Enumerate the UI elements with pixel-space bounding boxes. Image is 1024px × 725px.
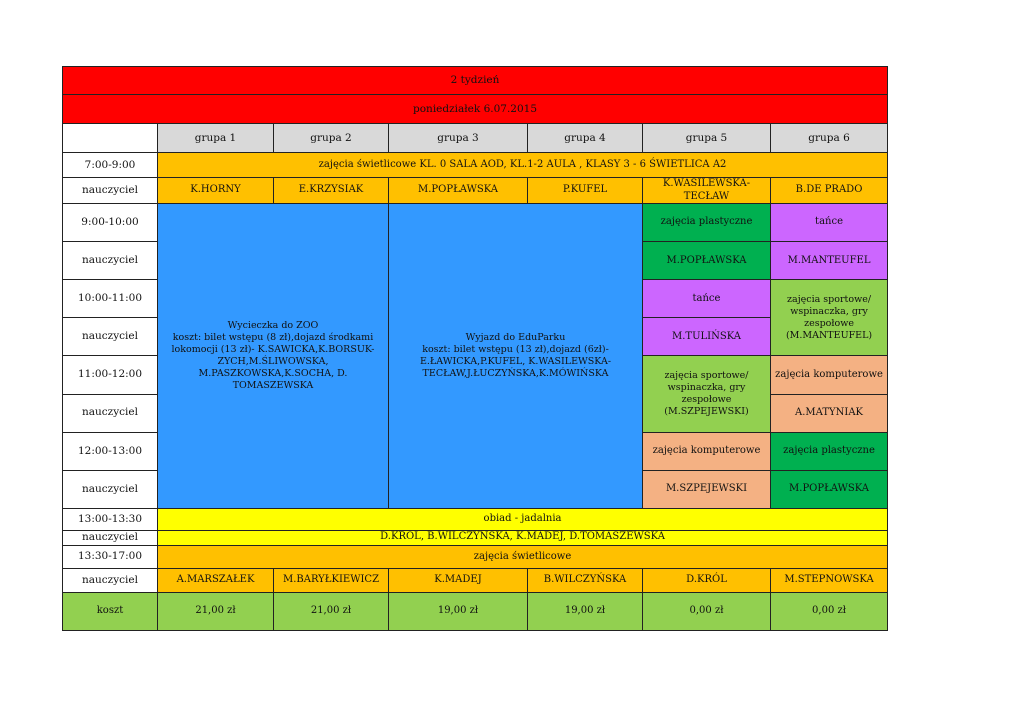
- group-header-row: [63, 124, 888, 153]
- time-slot-label: 13:00-13:30: [63, 508, 158, 530]
- activity-cell: zajęcia plastyczne: [771, 432, 888, 470]
- time-slot-label: 11:00-12:00: [63, 356, 158, 394]
- group-header: grupa 4: [528, 124, 643, 153]
- teacher-row-label: nauczyciel: [63, 530, 158, 545]
- group-header: grupa 1: [158, 124, 274, 153]
- cost-cell: 21,00 zł: [158, 592, 274, 630]
- cost-cell: 19,00 zł: [389, 592, 528, 630]
- cost-row-label: koszt: [63, 592, 158, 630]
- teacher-row-label: nauczyciel: [63, 568, 158, 592]
- teacher-cell: P.KUFEL: [528, 178, 643, 204]
- teacher-cell: M.SZPEJEWSKI: [643, 470, 771, 508]
- teacher-cell: K.WASILEWSKA-TECŁAW: [643, 178, 771, 204]
- group-header: grupa 3: [389, 124, 528, 153]
- teacher-cell: D.KRÓL: [643, 568, 771, 592]
- teacher-cell: M.MANTEUFEL: [771, 242, 888, 280]
- group-header: grupa 6: [771, 124, 888, 153]
- activity-cell: zajęcia sportowe/ wspinaczka, gry zespołowe (M.SZPEJEWSKI): [643, 356, 771, 432]
- time-slot-label: 9:00-10:00: [63, 204, 158, 242]
- corner-cell: [63, 124, 158, 153]
- zoo-trip-cell: Wycieczka do ZOO koszt: bilet wstępu (8 zł),dojazd środkami lokomocji (13 zł)- K.SAWICKA,K.BORSUK-ZYCH,M.ŚLIWOWSKA, M.PASZKOWSKA,K.SOCHA, D. TOMASZEWSKA: [158, 204, 389, 509]
- time-slot-label: 7:00-9:00: [63, 153, 158, 178]
- activity-cell: zajęcia komputerowe: [643, 432, 771, 470]
- activity-cell: zajęcia plastyczne: [643, 204, 771, 242]
- group-header: grupa 5: [643, 124, 771, 153]
- week-title: 2 tydzień: [63, 67, 888, 95]
- teacher-cell: M.TULIŃSKA: [643, 318, 771, 356]
- teacher-cell: A.MATYNIAK: [771, 394, 888, 432]
- time-slot-label: 10:00-11:00: [63, 280, 158, 318]
- teacher-cell: K.HORNY: [158, 178, 274, 204]
- cost-cell: 0,00 zł: [771, 592, 888, 630]
- cost-cell: 0,00 zł: [643, 592, 771, 630]
- teacher-cell: E.KRZYSIAK: [274, 178, 389, 204]
- activity-cell: zajęcia sportowe/ wspinaczka, gry zespołowe (M.MANTEUFEL): [771, 280, 888, 356]
- teacher-row-label: nauczyciel: [63, 470, 158, 508]
- lunch-cell: obiad - jadalnia: [158, 508, 888, 530]
- teacher-row-label: nauczyciel: [63, 394, 158, 432]
- teacher-row-label: nauczyciel: [63, 242, 158, 280]
- group-header: grupa 2: [274, 124, 389, 153]
- teacher-cell: B.WILCZYŃSKA: [528, 568, 643, 592]
- teacher-row-label: nauczyciel: [63, 178, 158, 204]
- activity-cell: tańce: [771, 204, 888, 242]
- cost-cell: 21,00 zł: [274, 592, 389, 630]
- time-slot-label: 13:30-17:00: [63, 545, 158, 568]
- teacher-cell: M.POPŁAWSKA: [389, 178, 528, 204]
- teacher-cell: M.POPŁAWSKA: [643, 242, 771, 280]
- day-title: poniedziałek 6.07.2015: [63, 95, 888, 124]
- teacher-row-label: nauczyciel: [63, 318, 158, 356]
- activity-cell: tańce: [643, 280, 771, 318]
- cost-cell: 19,00 zł: [528, 592, 643, 630]
- activity-cell: zajęcia komputerowe: [771, 356, 888, 394]
- teacher-cell: M.BARYŁKIEWICZ: [274, 568, 389, 592]
- daycare-activity: zajęcia świetlicowe: [158, 545, 888, 568]
- teacher-cell: B.DE PRADO: [771, 178, 888, 204]
- daycare-activity: zajęcia świetlicowe KL. 0 SALA AOD, KL.1-2 AULA , KLASY 3 - 6 ŚWIETLICA A2: [158, 153, 888, 178]
- teacher-cell: M.STEPNOWSKA: [771, 568, 888, 592]
- edupark-trip-cell: Wyjazd do EduParku koszt: bilet wstępu (13 zł),dojazd (6zł)- E.ŁAWICKA,P.KUFEL, K.WASILEWSKA-TECŁAW,J.ŁUCZYŃSKA,K.MÓWIŃSKA: [389, 204, 643, 509]
- lunch-teachers-cell: D.KRÓL, B.WILCZYŃSKA, K.MADEJ, D.TOMASZEWSKA: [158, 530, 888, 545]
- teacher-cell: K.MADEJ: [389, 568, 528, 592]
- time-slot-label: 12:00-13:00: [63, 432, 158, 470]
- teacher-cell: M.POPŁAWSKA: [771, 470, 888, 508]
- schedule-table: [62, 66, 888, 631]
- teacher-cell: A.MARSZAŁEK: [158, 568, 274, 592]
